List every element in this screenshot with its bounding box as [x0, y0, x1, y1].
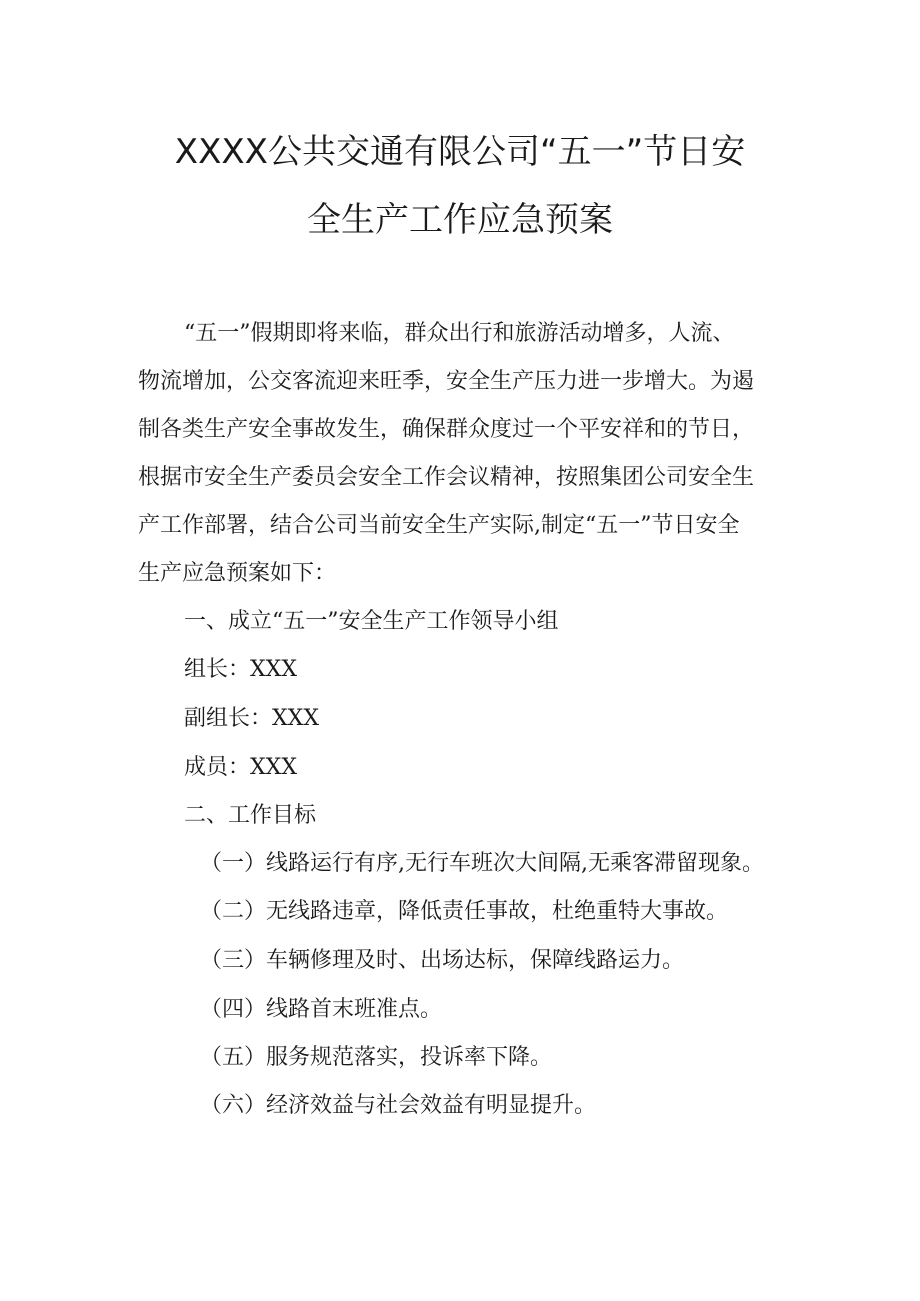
goal-item: （六）经济效益与社会效益有明显提升。 — [200, 1093, 597, 1118]
intro-line: 制各类生产安全事故发生，确保群众度过一个平安祥和的节日， — [138, 417, 755, 442]
intro-line: “五一”假期即将来临，群众出行和旅游活动增多，人流、 — [184, 321, 735, 346]
intro-line: 产工作部署，结合公司当前安全生产实际,制定“五一”节日安全 — [138, 513, 740, 538]
goal-item: （二）无线路违章，降低责任事故，杜绝重特大事故。 — [200, 899, 729, 924]
section-heading: 二、工作目标 — [184, 803, 317, 828]
group-leader: 组长：XXX — [184, 657, 297, 682]
intro-line: 物流增加，公交客流迎来旺季，安全生产压力进一步增大。为遏 — [138, 369, 755, 394]
goal-item: （四）线路首末班准点。 — [200, 997, 443, 1022]
intro-line: 生产应急预案如下： — [138, 561, 337, 586]
group-deputy-leader: 副组长：XXX — [184, 706, 319, 731]
document-title-line-2: 全生产工作应急预案 — [307, 200, 613, 240]
goal-item: （五）服务规范落实，投诉率下降。 — [200, 1045, 553, 1070]
section-heading: 一、成立“五一”安全生产工作领导小组 — [184, 609, 559, 634]
document-title-line-1: XXXX公共交通有限公司“五一”节日安 — [174, 132, 746, 172]
intro-line: 根据市安全生产委员会安全工作会议精神，按照集团公司安全生 — [138, 465, 755, 490]
goal-item: （三）车辆修理及时、出场达标，保障线路运力。 — [200, 948, 685, 973]
group-members: 成员：XXX — [184, 755, 297, 780]
goal-item: （一）线路运行有序,无行车班次大间隔,无乘客滞留现象。 — [200, 851, 764, 876]
